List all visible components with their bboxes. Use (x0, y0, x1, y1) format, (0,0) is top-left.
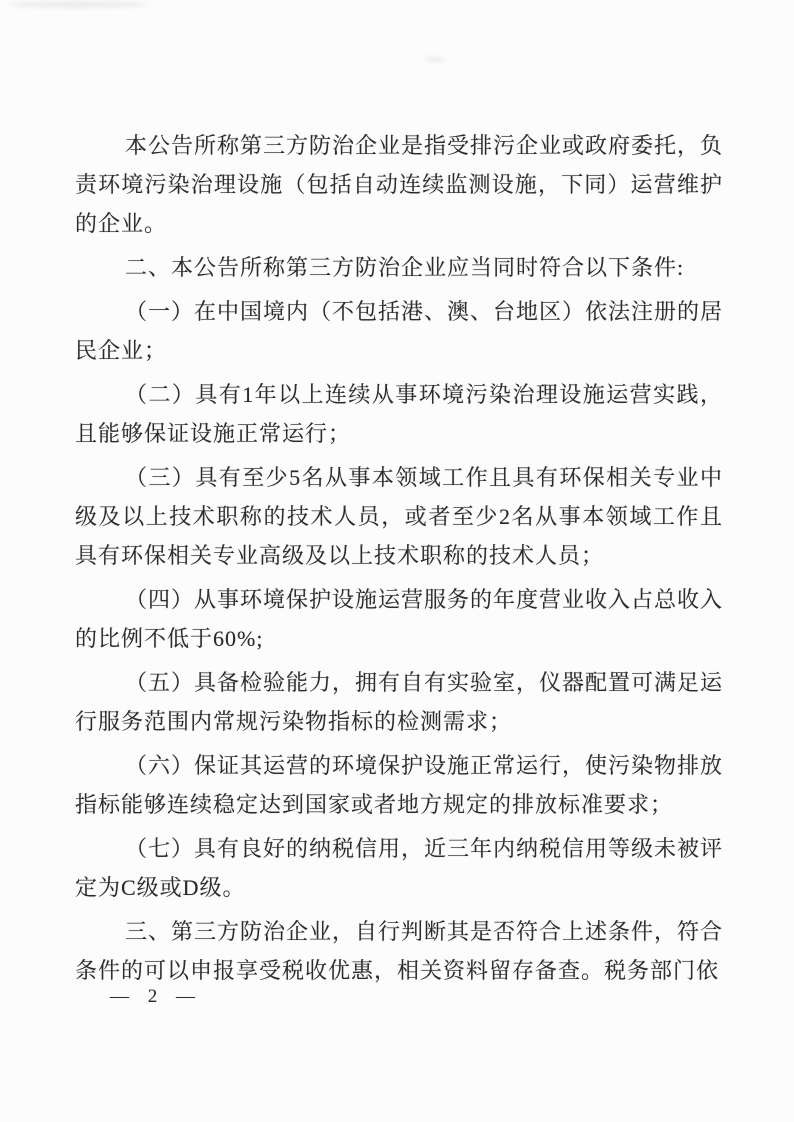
paragraph-condition-4: （四）从事环境保护设施运营服务的年度营业收入占总收入的比例不低于60%; (75, 587, 724, 651)
scan-speck (425, 57, 445, 62)
document-body (75, 126, 723, 995)
paragraph-condition-3: （三）具有至少5名从事本领域工作且具有环保相关专业中级及以上技术职称的技术人员，或者至少2名从事本领域工作且具有环保相关专业高级及以上技术职称的技术人员； (75, 465, 723, 568)
paragraph-intro: 本公告所称第三方防治企业是指受排污企业或政府委托，负责环境污染治理设施（包括自动连续监测设施，下同）运营维护的企业。 (75, 133, 724, 236)
paragraph-condition-1: （一）在中国境内（不包括港、澳、台地区）依法注册的居民企业； (75, 299, 724, 363)
paragraph-section-3: 三、第三方防治企业，自行判断其是否符合上述条件，符合条件的可以申报享受税收优惠，相关资料留存备查。税务部门依 (75, 919, 724, 983)
paragraph-condition-2: （二）具有1年以上连续从事环境污染治理设施运营实践，且能够保证设施正常运行； (75, 382, 723, 446)
paragraph-condition-5: （五）具备检验能力，拥有自有实验室，仪器配置可满足运行服务范围内常规污染物指标的检测需求； (75, 670, 724, 734)
scan-smudge (8, 1, 148, 8)
paragraph-condition-7: （七）具有良好的纳税信用，近三年内纳税信用等级未被评定为C级或D级。 (75, 836, 724, 900)
page-number: — 2 — (110, 986, 202, 1007)
paragraph-condition-6: （六）保证其运营的环境保护设施正常运行，使污染物排放指标能够连续稳定达到国家或者地方规定的排放标准要求； (75, 753, 724, 817)
paragraph-section-2-heading: 二、本公告所称第三方防治企业应当同时符合以下条件: (125, 255, 685, 280)
